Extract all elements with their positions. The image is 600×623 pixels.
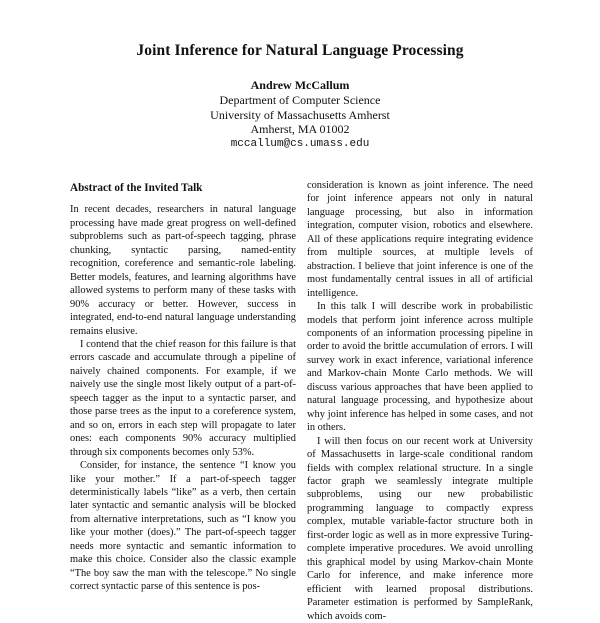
paper-title: Joint Inference for Natural Language Processing [136, 42, 464, 59]
section-heading: Abstract of the Invited Talk [70, 182, 203, 194]
left-paragraph-2: I contend that the chief reason for this failure is that errors cascade and accumulate through a pipeline of naively chained components. For example, if we naively use the single most likely output of a part-of-speech tagger as the input to a syntactic parser, and those parse trees as the input to a coreference system, and so on, errors in each step will propagate to later ones: each components 90% accuracy multiplied through six components becomes only 53%. [70, 338, 296, 458]
author-name: Andrew McCallum [250, 78, 350, 92]
author-email[interactable]: mccallum@cs.umass.edu [230, 138, 370, 151]
author-block [0, 78, 600, 152]
left-column [70, 182, 296, 594]
author-location: Amherst, MA 01002 [250, 122, 350, 137]
left-paragraph-3: Consider, for instance, the sentence “I know you like your mother.” If a part-of-speech tagger deterministically labels “like” as a verb, then certain later syntactic and semantic analysis will be blocked from alternative interpretations, such as “I know you like your mother (does).” The part-of-speech tagger needs more syntactic and semantic information to make this choice. Consider also the classic example “The boy saw the man with the telescope.” No single correct syntactic parse of this sentence is pos- [70, 460, 296, 593]
author-university: University of Massachusetts Amherst [210, 107, 390, 122]
author-department: Department of Computer Science [219, 92, 381, 107]
left-paragraph-1: In recent decades, researchers in natural language processing have made great progress on well-defined subproblems such as part-of-speech tagging, phrase chunking, syntactic parsing, named-entity recognition, coreference and semantic-role labeling. Better models, features, and learning algorithms have allowed systems to perform many of these tasks with 90% accuracy or better. However, success in integrated, end-to-end natural language understanding remains elusive. [70, 204, 296, 337]
right-paragraph-1: consideration is known as joint inference. The need for joint inference appears not only in natural language processing, but also in information integration, computer vision, robotics and elsewhere. All of these applications require integrating evidence from multiple sources, at multiple levels of abstraction. I believe that joint inference is one of the most fundamentally central issues in all of artificial intelligence. [307, 180, 533, 299]
right-paragraph-2: In this talk I will describe work in probabilistic models that perform joint inference across multiple components of an information processing pipeline in order to avoid the brittle accumulation of errors. I will survey work in exact inference, variational inference and Markov-chain Monte Carlo methods. We will discuss various approaches that have been applied to natural language processing, and hypothesize about why joint inference has helped in some cases, and not in others. [307, 301, 533, 434]
right-paragraph-3: I will then focus on our recent work at University of Massachusetts in large-scale conditional random fields with complex relational structure. In a single factor graph we seamlessly integrate multiple subproblems, using our new probabilistic programming language to compactly express complex, mutable variable-factor structure both in first-order logic as well as in more expressive Turing-complete imperative procedures. We avoid unrolling this graphical model by using Markov-chain Monte Carlo for inference, and make inference more efficient with learned proposal distributions. Parameter estimation is performed by SampleRank, which avoids com- [307, 435, 533, 622]
right-column [307, 179, 533, 623]
